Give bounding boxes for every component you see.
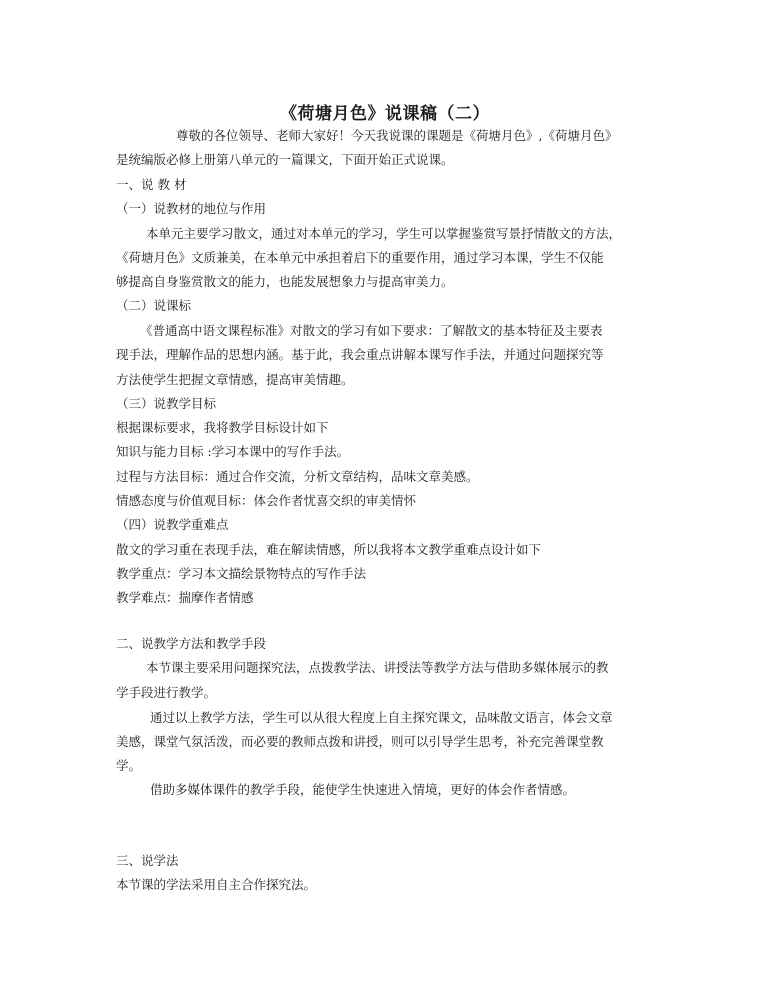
paragraph-line: 现手法，理解作品的思想内涵。基于此，我会重点讲解本课写作手法，并通过问题探究等 <box>116 347 604 362</box>
paragraph-line: 《荷塘月色》文质兼美，在本单元中承担着启下的重要作用，通过学习本课，学生不仅能 <box>116 250 604 265</box>
subsection-heading: （一）说教材的地位与作用 <box>116 201 267 216</box>
subsection-heading: （四）说教学重难点 <box>116 517 229 532</box>
paragraph-line: 教学重点：学习本文描绘景物特点的写作手法 <box>116 566 367 581</box>
paragraph-line: 够提高自身鉴赏散文的能力，也能发展想象力与提高审美力。 <box>116 274 454 289</box>
paragraph-line: 是统编版必修上册第八单元的一篇课文，下面开始正式说课。 <box>116 152 454 167</box>
paragraph-line: 《普通高中语文课程标准》对散文的学习有如下要求：了解散文的基本特征及主要表 <box>140 323 603 338</box>
paragraph-line: 情感态度与价值观目标：体会作者忧喜交织的审美情怀 <box>116 493 417 508</box>
page-dot: . <box>572 42 574 49</box>
paragraph-line: 本节课主要采用问题探究法，点拨教学法、讲授法等教学方法与借助多媒体展示的教 <box>146 660 609 675</box>
paragraph-line: 本节课的学法采用自主合作探究法。 <box>116 877 317 892</box>
paragraph-line: 学。 <box>116 758 142 773</box>
section-heading: 三、说学法 <box>116 853 179 868</box>
subsection-heading: （二）说课标 <box>116 298 192 313</box>
paragraph-line: 借助多媒体课件的教学手段，能使学生快速进入情境，更好的体会作者情感。 <box>150 782 576 797</box>
paragraph-line: 美感，课堂气氛活泼，而必要的教师点拨和讲授，则可以引导学生思考，补充完善课堂教 <box>116 734 604 749</box>
document-title: 《荷塘月色》说课稿（二） <box>280 104 490 124</box>
paragraph-line: 本单元主要学习散文，通过对本单元的学习，学生可以掌握鉴赏写景抒情散文的方法， <box>146 226 622 241</box>
paragraph-line: 方法使学生把握文章情感，提高审美情趣。 <box>116 372 354 387</box>
paragraph-line: 散文的学习重在表现手法，难在解读情感，所以我将本文教学重难点设计如下 <box>116 542 542 557</box>
section-heading: 一、说 教 材 <box>116 177 187 192</box>
section-heading: 二、说教学方法和教学手段 <box>116 636 267 651</box>
paragraph-line: 过程与方法目标：通过合作交流，分析文章结构，品味文章美感。 <box>116 469 479 484</box>
paragraph-line: 尊敬的各位领导、老师大家好！今天我说课的课题是《荷塘月色》,《荷塘月色》 <box>176 128 618 143</box>
paragraph-line: 知识与能力目标 :学习本课中的写作手法。 <box>116 444 350 459</box>
paragraph-line: 教学难点：揣摩作者情感 <box>116 590 254 605</box>
paragraph-line: 根据课标要求，我将教学目标设计如下 <box>116 420 329 435</box>
subsection-heading: （三）说教学目标 <box>116 396 217 411</box>
paragraph-line: 学手段进行教学。 <box>116 685 217 700</box>
paragraph-line: 通过以上教学方法，学生可以从很大程度上自主探究课文，品味散文语言，体会文章 <box>150 710 613 725</box>
